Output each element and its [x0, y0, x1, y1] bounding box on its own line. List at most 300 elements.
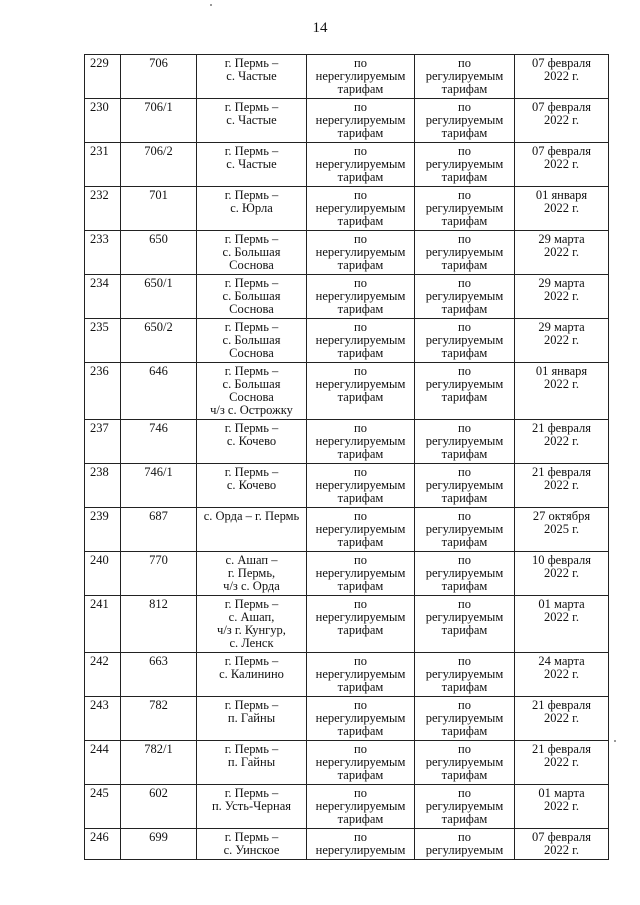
route-name-line: г. Пермь –: [224, 421, 279, 435]
tariff-line: тарифам: [441, 390, 488, 404]
tariff-line: тарифам: [441, 535, 488, 549]
route-name-cell: [197, 55, 307, 99]
route-type-line: нерегулируемым: [315, 113, 406, 127]
scan-speck: [210, 4, 212, 6]
route-type-line: нерегулируемым: [315, 843, 406, 857]
tariff-line: по: [458, 144, 471, 158]
route-name-line: с. Юрла: [230, 201, 273, 215]
route-name-line: г. Пермь –: [224, 188, 279, 202]
start-date-line: 29 марта: [538, 276, 585, 290]
table-row: [85, 319, 609, 363]
tariff-line: по: [458, 786, 471, 800]
route-number-cell: 650/2: [121, 319, 197, 363]
route-name-cell: [197, 785, 307, 829]
tariff-line: тарифам: [441, 170, 488, 184]
start-date-line: 2022 г.: [544, 69, 579, 83]
start-date-line: 01 марта: [538, 597, 585, 611]
route-type-line: нерегулируемым: [315, 799, 406, 813]
page-number: 14: [312, 20, 328, 36]
route-type-cell: [307, 552, 415, 596]
route-type-line: тарифам: [337, 258, 384, 272]
start-date-line: 21 февраля: [531, 698, 592, 712]
route-type-line: по: [354, 100, 367, 114]
tariff-cell: [415, 653, 515, 697]
route-type-line: тарифам: [337, 768, 384, 782]
route-name-line: с. Калинино: [219, 667, 284, 681]
route-type-line: нерегулируемым: [315, 711, 406, 725]
start-date-line: 29 марта: [538, 320, 585, 334]
tariff-line: регулируемым: [425, 610, 504, 624]
route-name-cell: [197, 420, 307, 464]
table-row: [85, 55, 609, 99]
tariff-line: по: [458, 56, 471, 70]
route-type-line: по: [354, 786, 367, 800]
tariff-line: тарифам: [441, 768, 488, 782]
route-number-cell: 701: [121, 187, 197, 231]
route-type-line: нерегулируемым: [315, 157, 406, 171]
start-date-line: 01 января: [535, 188, 588, 202]
start-date-cell: [515, 653, 609, 697]
start-date-cell: [515, 319, 609, 363]
route-type-cell: [307, 319, 415, 363]
tariff-line: тарифам: [441, 302, 488, 316]
start-date-line: 2022 г.: [544, 434, 579, 448]
tariff-line: регулируемым: [425, 566, 504, 580]
route-name-cell: [197, 464, 307, 508]
tariff-line: тарифам: [441, 724, 488, 738]
route-number-cell: 646: [121, 363, 197, 420]
route-type-line: по: [354, 56, 367, 70]
row-number-cell: 246: [85, 829, 121, 860]
table-row: [85, 785, 609, 829]
start-date-line: 07 февраля: [531, 100, 592, 114]
route-name-cell: [197, 363, 307, 420]
tariff-line: регулируемым: [425, 711, 504, 725]
start-date-line: 2022 г.: [544, 478, 579, 492]
start-date-cell: [515, 464, 609, 508]
route-number-cell: 746/1: [121, 464, 197, 508]
tariff-line: по: [458, 364, 471, 378]
route-type-line: нерегулируемым: [315, 566, 406, 580]
start-date-cell: [515, 55, 609, 99]
route-name-line: с. Ашап –: [225, 553, 278, 567]
tariff-line: регулируемым: [425, 522, 504, 536]
table-row: [85, 143, 609, 187]
tariff-line: по: [458, 276, 471, 290]
route-name-cell: [197, 697, 307, 741]
start-date-cell: [515, 552, 609, 596]
tariff-line: по: [458, 597, 471, 611]
tariff-line: регулируемым: [425, 843, 504, 857]
route-type-line: по: [354, 144, 367, 158]
route-name-line: п. Усть-Черная: [211, 799, 292, 813]
tariff-cell: [415, 464, 515, 508]
start-date-line: 10 февраля: [531, 553, 592, 567]
table-row: [85, 741, 609, 785]
route-type-line: по: [354, 597, 367, 611]
route-type-line: тарифам: [337, 170, 384, 184]
route-number-cell: 706: [121, 55, 197, 99]
start-date-line: 24 марта: [538, 654, 585, 668]
start-date-line: 2022 г.: [544, 667, 579, 681]
start-date-cell: [515, 143, 609, 187]
route-type-line: по: [354, 698, 367, 712]
start-date-line: 2022 г.: [544, 711, 579, 725]
route-name-cell: [197, 187, 307, 231]
route-type-line: нерегулируемым: [315, 667, 406, 681]
route-type-line: нерегулируемым: [315, 522, 406, 536]
route-type-line: тарифам: [337, 724, 384, 738]
route-name-line: с. Кочево: [226, 434, 277, 448]
tariff-line: тарифам: [441, 258, 488, 272]
route-name-line: ч/з с. Орда: [223, 579, 280, 593]
tariff-line: тарифам: [441, 126, 488, 140]
start-date-cell: [515, 420, 609, 464]
route-name-line: с. Большая: [222, 333, 281, 347]
route-number-cell: 770: [121, 552, 197, 596]
route-type-cell: [307, 231, 415, 275]
row-number-cell: 231: [85, 143, 121, 187]
route-type-cell: [307, 741, 415, 785]
table-row: [85, 697, 609, 741]
table-row: [85, 829, 609, 860]
tariff-line: по: [458, 232, 471, 246]
route-name-line: с. Ленск: [229, 636, 274, 650]
start-date-line: 21 февраля: [531, 742, 592, 756]
start-date-line: 2022 г.: [544, 377, 579, 391]
route-name-line: с. Большая: [222, 289, 281, 303]
route-name-cell: [197, 275, 307, 319]
start-date-line: 2022 г.: [544, 289, 579, 303]
start-date-line: 07 февраля: [531, 56, 592, 70]
route-name-line: с. Кочево: [226, 478, 277, 492]
route-name-line: с. Большая: [222, 377, 281, 391]
start-date-cell: [515, 275, 609, 319]
row-number-cell: 229: [85, 55, 121, 99]
start-date-line: 2022 г.: [544, 610, 579, 624]
tariff-line: тарифам: [441, 82, 488, 96]
table-row: [85, 275, 609, 319]
route-name-line: Соснова: [229, 302, 274, 316]
route-type-line: тарифам: [337, 126, 384, 140]
tariff-line: регулируемым: [425, 113, 504, 127]
route-name-line: с. Частые: [226, 157, 277, 171]
start-date-line: 2022 г.: [544, 333, 579, 347]
route-type-line: по: [354, 654, 367, 668]
route-name-line: с. Уинское: [223, 843, 280, 857]
route-type-line: по: [354, 830, 367, 844]
route-name-line: г. Пермь –: [224, 232, 279, 246]
tariff-line: по: [458, 100, 471, 114]
route-name-cell: [197, 741, 307, 785]
route-type-line: тарифам: [337, 214, 384, 228]
start-date-line: 21 февраля: [531, 465, 592, 479]
tariff-line: регулируемым: [425, 478, 504, 492]
route-number-cell: 687: [121, 508, 197, 552]
table-row: [85, 187, 609, 231]
route-type-line: нерегулируемым: [315, 478, 406, 492]
tariff-line: по: [458, 421, 471, 435]
row-number-cell: 243: [85, 697, 121, 741]
row-number-cell: 232: [85, 187, 121, 231]
row-number-cell: 236: [85, 363, 121, 420]
tariff-cell: [415, 99, 515, 143]
route-type-cell: [307, 653, 415, 697]
tariff-cell: [415, 741, 515, 785]
table-row: [85, 464, 609, 508]
tariff-line: тарифам: [441, 491, 488, 505]
tariff-cell: [415, 785, 515, 829]
row-number-cell: 235: [85, 319, 121, 363]
route-type-line: нерегулируемым: [315, 289, 406, 303]
route-number-cell: 602: [121, 785, 197, 829]
route-type-line: тарифам: [337, 579, 384, 593]
start-date-line: 2022 г.: [544, 113, 579, 127]
route-type-line: нерегулируемым: [315, 434, 406, 448]
tariff-line: регулируемым: [425, 667, 504, 681]
table-row: [85, 508, 609, 552]
tariff-line: тарифам: [441, 346, 488, 360]
tariff-line: по: [458, 553, 471, 567]
start-date-line: 27 октября: [532, 509, 591, 523]
route-name-line: Соснова: [229, 346, 274, 360]
route-name-cell: [197, 653, 307, 697]
route-name-line: с. Орда – г. Пермь: [203, 509, 300, 523]
tariff-line: тарифам: [441, 623, 488, 637]
route-type-line: по: [354, 364, 367, 378]
route-type-line: по: [354, 188, 367, 202]
route-name-cell: [197, 829, 307, 860]
route-type-cell: [307, 508, 415, 552]
route-name-line: г. Пермь –: [224, 56, 279, 70]
start-date-cell: [515, 829, 609, 860]
start-date-cell: [515, 187, 609, 231]
start-date-cell: [515, 99, 609, 143]
route-number-cell: 706/2: [121, 143, 197, 187]
route-type-line: тарифам: [337, 812, 384, 826]
route-type-line: тарифам: [337, 346, 384, 360]
row-number-cell: 241: [85, 596, 121, 653]
route-type-line: нерегулируемым: [315, 377, 406, 391]
route-name-line: г. Пермь –: [224, 144, 279, 158]
tariff-cell: [415, 231, 515, 275]
route-name-line: с. Частые: [226, 69, 277, 83]
scan-speck: [614, 740, 616, 742]
tariff-cell: [415, 697, 515, 741]
route-name-line: г. Пермь –: [224, 742, 279, 756]
route-number-cell: 782: [121, 697, 197, 741]
start-date-line: 2022 г.: [544, 566, 579, 580]
route-name-line: Соснова: [229, 258, 274, 272]
tariff-line: по: [458, 188, 471, 202]
tariff-line: регулируемым: [425, 333, 504, 347]
tariff-cell: [415, 55, 515, 99]
route-name-cell: [197, 143, 307, 187]
start-date-cell: [515, 785, 609, 829]
route-name-line: п. Гайны: [227, 711, 276, 725]
start-date-cell: [515, 596, 609, 653]
route-name-line: п. Гайны: [227, 755, 276, 769]
tariff-line: регулируемым: [425, 799, 504, 813]
route-type-cell: [307, 143, 415, 187]
tariff-cell: [415, 143, 515, 187]
row-number-cell: 234: [85, 275, 121, 319]
row-number-cell: 245: [85, 785, 121, 829]
route-name-line: с. Частые: [226, 113, 277, 127]
route-type-line: нерегулируемым: [315, 69, 406, 83]
start-date-line: 2025 г.: [544, 522, 579, 536]
route-name-line: г. Пермь –: [224, 786, 279, 800]
tariff-line: регулируемым: [425, 377, 504, 391]
route-type-cell: [307, 829, 415, 860]
start-date-line: 2022 г.: [544, 799, 579, 813]
route-type-line: нерегулируемым: [315, 755, 406, 769]
tariff-line: тарифам: [441, 214, 488, 228]
start-date-line: 2022 г.: [544, 245, 579, 259]
route-number-cell: 699: [121, 829, 197, 860]
route-name-line: ч/з г. Кунгур,: [217, 623, 286, 637]
tariff-line: регулируемым: [425, 755, 504, 769]
tariff-line: тарифам: [441, 579, 488, 593]
route-name-line: г. Пермь –: [224, 276, 279, 290]
route-name-cell: [197, 231, 307, 275]
routes-table-body: [85, 55, 609, 860]
route-type-cell: [307, 785, 415, 829]
route-name-line: г. Пермь –: [224, 364, 279, 378]
table-row: [85, 99, 609, 143]
route-type-line: по: [354, 421, 367, 435]
route-type-cell: [307, 275, 415, 319]
route-type-cell: [307, 464, 415, 508]
tariff-line: по: [458, 742, 471, 756]
route-name-cell: [197, 99, 307, 143]
route-name-line: с. Большая: [222, 245, 281, 259]
route-type-line: тарифам: [337, 302, 384, 316]
route-type-cell: [307, 697, 415, 741]
route-name-line: г. Пермь,: [227, 566, 276, 580]
route-name-line: г. Пермь –: [224, 830, 279, 844]
tariff-line: регулируемым: [425, 245, 504, 259]
route-number-cell: 650/1: [121, 275, 197, 319]
route-number-cell: 812: [121, 596, 197, 653]
route-type-line: нерегулируемым: [315, 201, 406, 215]
start-date-line: 01 марта: [538, 786, 585, 800]
start-date-line: 2022 г.: [544, 157, 579, 171]
route-name-line: г. Пермь –: [224, 654, 279, 668]
tariff-line: тарифам: [441, 812, 488, 826]
tariff-cell: [415, 319, 515, 363]
route-name-line: г. Пермь –: [224, 320, 279, 334]
tariff-line: по: [458, 654, 471, 668]
row-number-cell: 240: [85, 552, 121, 596]
tariff-line: по: [458, 698, 471, 712]
route-name-cell: [197, 319, 307, 363]
route-type-line: тарифам: [337, 623, 384, 637]
start-date-line: 2022 г.: [544, 755, 579, 769]
row-number-cell: 237: [85, 420, 121, 464]
route-number-cell: 706/1: [121, 99, 197, 143]
route-type-cell: [307, 99, 415, 143]
route-type-line: по: [354, 320, 367, 334]
route-number-cell: 650: [121, 231, 197, 275]
row-number-cell: 230: [85, 99, 121, 143]
route-type-cell: [307, 420, 415, 464]
table-row: [85, 420, 609, 464]
start-date-line: 29 марта: [538, 232, 585, 246]
tariff-cell: [415, 508, 515, 552]
tariff-line: регулируемым: [425, 157, 504, 171]
row-number-cell: 238: [85, 464, 121, 508]
row-number-cell: 239: [85, 508, 121, 552]
tariff-line: регулируемым: [425, 201, 504, 215]
route-type-cell: [307, 187, 415, 231]
route-name-line: г. Пермь –: [224, 597, 279, 611]
route-type-line: по: [354, 276, 367, 290]
start-date-line: 07 февраля: [531, 144, 592, 158]
tariff-line: по: [458, 465, 471, 479]
start-date-line: 01 января: [535, 364, 588, 378]
route-name-line: г. Пермь –: [224, 100, 279, 114]
start-date-cell: [515, 508, 609, 552]
route-type-line: тарифам: [337, 535, 384, 549]
route-type-line: нерегулируемым: [315, 610, 406, 624]
table-row: [85, 552, 609, 596]
route-type-line: по: [354, 553, 367, 567]
tariff-cell: [415, 187, 515, 231]
tariff-line: по: [458, 320, 471, 334]
route-type-line: тарифам: [337, 680, 384, 694]
start-date-line: 2022 г.: [544, 201, 579, 215]
route-name-cell: [197, 596, 307, 653]
route-name-line: г. Пермь –: [224, 465, 279, 479]
tariff-line: тарифам: [441, 447, 488, 461]
route-type-line: тарифам: [337, 390, 384, 404]
row-number-cell: 244: [85, 741, 121, 785]
route-type-line: по: [354, 509, 367, 523]
row-number-cell: 242: [85, 653, 121, 697]
start-date-cell: [515, 697, 609, 741]
start-date-line: 21 февраля: [531, 421, 592, 435]
route-type-cell: [307, 363, 415, 420]
route-type-line: по: [354, 742, 367, 756]
tariff-line: регулируемым: [425, 434, 504, 448]
route-name-line: с. Ашап,: [228, 610, 275, 624]
tariff-cell: [415, 596, 515, 653]
route-number-cell: 782/1: [121, 741, 197, 785]
route-type-line: тарифам: [337, 491, 384, 505]
start-date-line: 2022 г.: [544, 843, 579, 857]
tariff-cell: [415, 420, 515, 464]
route-name-line: Соснова: [229, 390, 274, 404]
table-row: [85, 363, 609, 420]
tariff-line: регулируемым: [425, 289, 504, 303]
route-name-cell: [197, 552, 307, 596]
route-name-cell: [197, 508, 307, 552]
route-number-cell: 746: [121, 420, 197, 464]
route-type-line: по: [354, 232, 367, 246]
table-row: [85, 596, 609, 653]
start-date-line: 07 февраля: [531, 830, 592, 844]
start-date-cell: [515, 363, 609, 420]
row-number-cell: 233: [85, 231, 121, 275]
tariff-line: по: [458, 509, 471, 523]
table-row: [85, 653, 609, 697]
tariff-line: по: [458, 830, 471, 844]
tariff-cell: [415, 552, 515, 596]
route-type-line: нерегулируемым: [315, 245, 406, 259]
route-type-line: тарифам: [337, 82, 384, 96]
start-date-cell: [515, 741, 609, 785]
